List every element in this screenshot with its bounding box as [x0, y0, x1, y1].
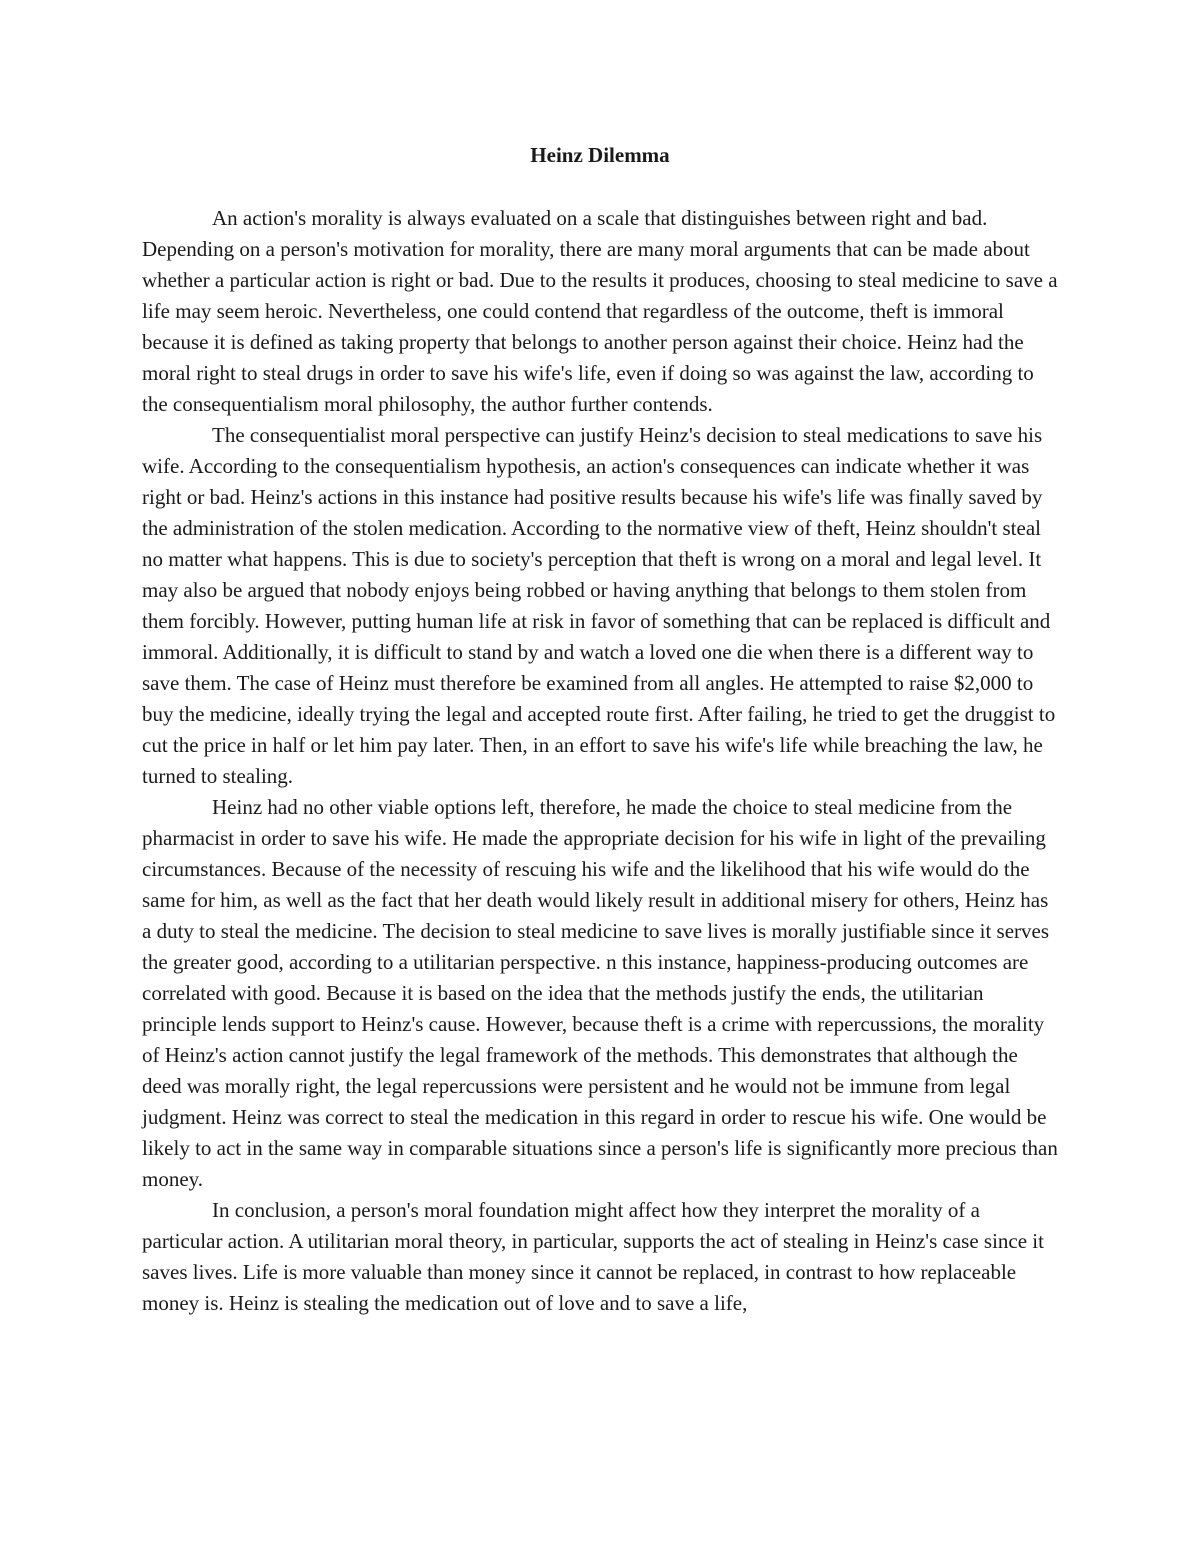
document-body [142, 203, 1058, 1319]
paragraph-consequentialism: The consequentialist moral perspective can justify Heinz's decision to steal medications to save his wife. According to the consequentialism hypothesis, an action's consequences can indicate whether it was right or bad. Heinz's actions in this instance had positive results because his wife's life was finally saved by the administration of the stolen medication. According to the normative view of theft, Heinz shouldn't steal no matter what happens. This is due to society's perception that theft is wrong on a moral and legal level. It may also be argued that nobody enjoys being robbed or having anything that belongs to them stolen from them forcibly. However, putting human life at risk in favor of something that can be replaced is difficult and immoral. Additionally, it is difficult to stand by and watch a loved one die when there is a different way to save them. The case of Heinz must therefore be examined from all angles. He attempted to raise $2,000 to buy the medicine, ideally trying the legal and accepted route first. After failing, he tried to get the druggist to cut the price in half or let him pay later. Then, in an effort to save his wife's life while breaching the law, he turned to stealing. [142, 423, 1056, 788]
paragraph-conclusion: In conclusion, a person's moral foundation might affect how they interpret the morality of a particular action. A utilitarian moral theory, in particular, supports the act of stealing in Heinz's case since it saves lives. Life is more valuable than money since it cannot be replaced, in contrast to how replaceable money is. Heinz is stealing the medication out of love and to save a life, [142, 1198, 1044, 1315]
document-title: Heinz Dilemma [530, 143, 670, 167]
paragraph-utilitarian: Heinz had no other viable options left, therefore, he made the choice to steal medicine from the pharmacist in order to save his wife. He made the appropriate decision for his wife in light of the prevailing circumstances. Because of the necessity of rescuing his wife and the likelihood that his wife would do the same for him, as well as the fact that her death would likely result in additional misery for others, Heinz has a duty to steal the medicine. The decision to steal medicine to save lives is morally justifiable since it serves the greater good, according to a utilitarian perspective. n this instance, happiness-producing outcomes are correlated with good. Because it is based on the idea that the methods justify the ends, the utilitarian principle lends support to Heinz's cause. However, because theft is a crime with repercussions, the morality of Heinz's action cannot justify the legal framework of the methods. This demonstrates that although the deed was morally right, the legal repercussions were persistent and he would not be immune from legal judgment. Heinz was correct to steal the medication in this regard in order to rescue his wife. One would be likely to act in the same way in comparable situations since a person's life is significantly more precious than money. [142, 795, 1058, 1191]
paragraph-introduction: An action's morality is always evaluated on a scale that distinguishes between right and bad. Depending on a person's motivation for morality, there are many moral arguments that can be made about whether a particular action is right or bad. Due to the results it produces, choosing to steal medicine to save a life may seem heroic. Nevertheless, one could contend that regardless of the outcome, theft is immoral because it is defined as taking property that belongs to another person against their choice. Heinz had the moral right to steal drugs in order to save his wife's life, even if doing so was against the law, according to the consequentialism moral philosophy, the author further contends. [142, 206, 1058, 416]
